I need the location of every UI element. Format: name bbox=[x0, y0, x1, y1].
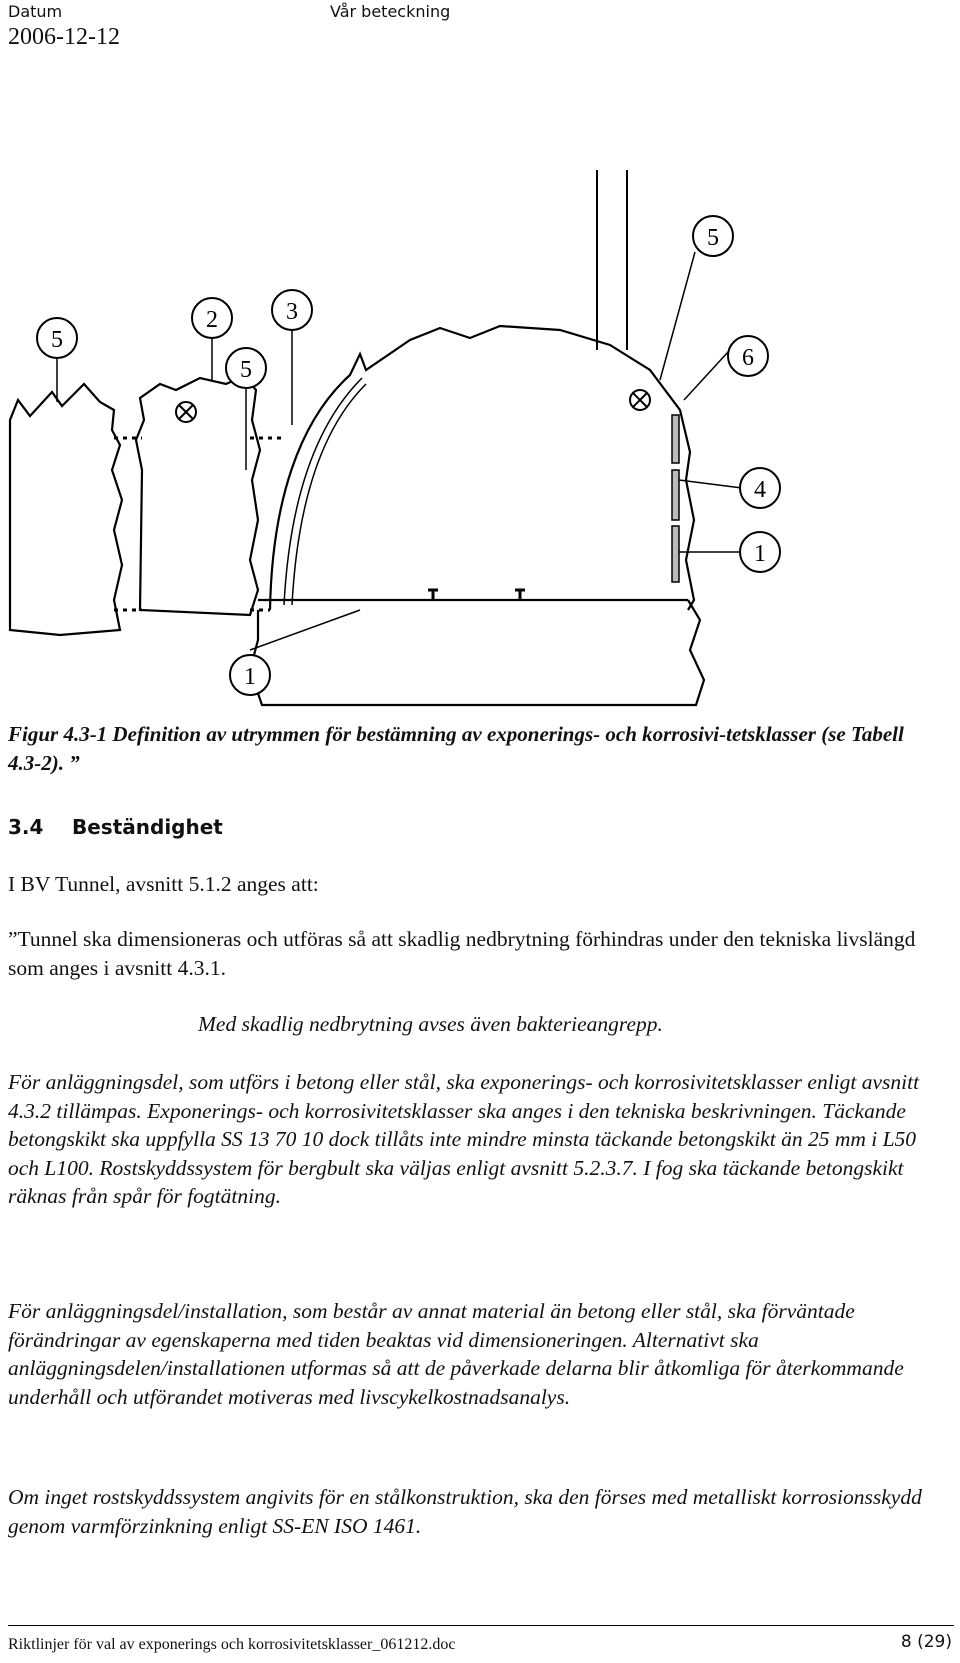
left-rock-block bbox=[10, 384, 122, 635]
wall-panel bbox=[672, 415, 679, 463]
section-title: Beständighet bbox=[72, 815, 223, 839]
callout-label: 5 bbox=[51, 327, 63, 353]
note-paragraph: Med skadlig nedbrytning avses även bakterieangrepp. bbox=[198, 1012, 663, 1036]
body-paragraph-1: För anläggningsdel, som utförs i betong eller stål, ska exponerings- och korrosivitetsklasser enligt avsnitt 4.3.2 tillämpas. Exponerings- och korrosivitetsklasser ska anges i den tekniska beskrivningen. Täckande betongskikt ska uppfylla SS 13 70 10 dock tillåts inte mindre minsta täckande betongskikt än 25 mm i L50 och L100. Rostskyddssystem för bergbult ska väljas enligt avsnitt 5.2.3.7. I fog ska täckande betongskikt räknas från spår för fogtätning. bbox=[8, 1070, 920, 1208]
callout-label: 1 bbox=[244, 664, 256, 690]
date-label: Datum bbox=[8, 2, 63, 21]
callout-label: 4 bbox=[754, 477, 766, 503]
callout-label: 1 bbox=[754, 541, 766, 567]
tunnel-lining-arc bbox=[284, 378, 362, 605]
tunnel-cross-section-figure bbox=[0, 170, 960, 710]
section-heading bbox=[8, 815, 223, 839]
callout-label: 2 bbox=[206, 307, 218, 333]
body-paragraph-2: För anläggningsdel/installation, som består av annat material än betong eller stål, ska förväntade förändringar av egenskaperna med tiden beaktas vid dimensioneringen. Alternativt ska anläggningsdelen/installationen utformas så att de påverkade delarna blir åtkomliga för återkommande underhåll och utförandet motiveras med livscykelkostnadsanalys. bbox=[8, 1299, 904, 1409]
tunnel-invert bbox=[250, 600, 704, 705]
middle-rock-pillar bbox=[136, 376, 260, 615]
lamp-icon bbox=[630, 390, 650, 410]
quote-paragraph: ”Tunnel ska dimensioneras och utföras så att skadlig nedbrytning förhindras under den tekniska livslängd som anges i avsnitt 4.3.1. bbox=[8, 927, 916, 980]
tunnel-lining-arc-inner bbox=[292, 384, 366, 605]
wall-panel bbox=[672, 470, 679, 520]
section-number: 3.4 bbox=[8, 815, 44, 839]
callout-label: 3 bbox=[286, 299, 298, 325]
callout-label: 6 bbox=[742, 345, 754, 371]
reference-label: Vår beteckning bbox=[330, 2, 451, 21]
intro-paragraph: I BV Tunnel, avsnitt 5.1.2 anges att: bbox=[8, 872, 319, 896]
body-paragraph-3: Om inget rostskyddssystem angivits för en stålkonstruktion, ska den förses med metalliskt korrosionsskydd genom varmförzinkning enligt SS-EN ISO 1461. bbox=[8, 1485, 922, 1538]
wall-panel bbox=[672, 526, 679, 582]
callout-label: 5 bbox=[240, 357, 252, 383]
tunnel-roof bbox=[270, 326, 694, 610]
figure-caption: Figur 4.3-1 Definition av utrymmen för bestämning av exponerings- och korrosivi-tetsklasser (se Tabell 4.3-2). ” bbox=[8, 722, 904, 775]
footer-filename: Riktlinjer för val av exponerings och korrosivitetsklasser_061212.doc bbox=[8, 1636, 456, 1653]
page-number: 8 (29) bbox=[900, 1632, 952, 1652]
footer-divider bbox=[8, 1625, 954, 1626]
lamp-icon bbox=[176, 402, 196, 422]
date-value: 2006-12-12 bbox=[8, 24, 120, 50]
callout-label: 5 bbox=[707, 225, 719, 251]
